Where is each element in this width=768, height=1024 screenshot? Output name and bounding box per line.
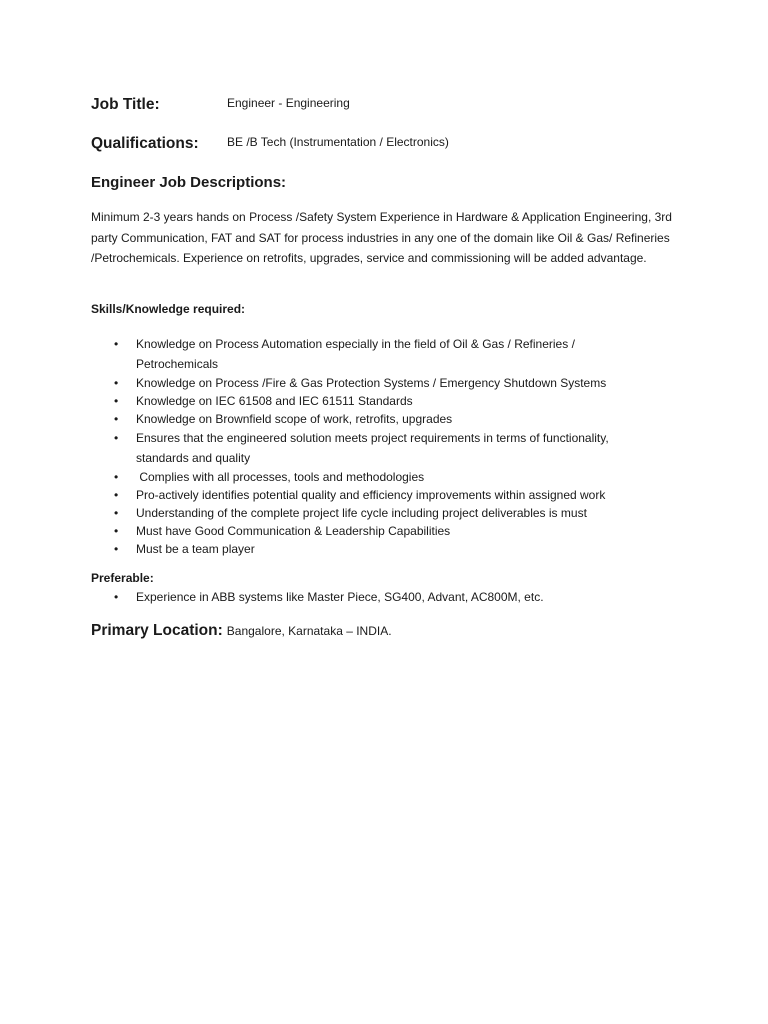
bullet-icon: •	[114, 412, 119, 426]
qualifications-row	[91, 135, 449, 153]
preferable-heading: Preferable:	[91, 571, 154, 585]
skill-text: Knowledge on Brownfield scope of work, retrofits, upgrades	[136, 412, 453, 426]
skill-text: Must be a team player	[136, 542, 255, 556]
skill-text: Knowledge on Process Automation especially in the field of Oil & Gas / Refineries / Petrochemicals	[136, 337, 575, 371]
preferable-list	[91, 588, 651, 606]
list-item	[91, 410, 651, 428]
primary-location-value: Bangalore, Karnataka – INDIA.	[226, 624, 392, 638]
bullet-icon: •	[114, 376, 119, 390]
bullet-icon: •	[114, 506, 119, 520]
bullet-icon: •	[114, 590, 119, 604]
list-item	[91, 588, 651, 606]
primary-location-row	[91, 622, 392, 640]
job-descriptions-heading: Engineer Job Descriptions:	[91, 174, 287, 191]
primary-location-label: Primary Location:	[91, 622, 223, 639]
skill-text: Ensures that the engineered solution meets project requirements in terms of functionality, standards and quality	[136, 431, 609, 465]
job-title-row	[91, 96, 350, 114]
bullet-icon: •	[114, 470, 119, 484]
skill-text: Knowledge on Process /Fire & Gas Protection Systems / Emergency Shutdown Systems	[136, 376, 607, 390]
list-item	[91, 392, 651, 410]
job-descriptions-paragraph: Minimum 2-3 years hands on Process /Safety System Experience in Hardware & Application Engineering, 3rd party Communication, FAT and SAT for process industries in any one of the domain like Oil & Gas/ Refineries /Petrochemicals. Experience on retrofits, upgrades, service and commissioning will be added advantage.	[91, 210, 672, 265]
list-item	[91, 486, 651, 504]
skill-text: Complies with all processes, tools and methodologies	[136, 470, 425, 484]
bullet-icon: •	[114, 542, 119, 556]
list-item	[91, 504, 651, 522]
bullet-icon: •	[114, 431, 119, 445]
job-title-value: Engineer - Engineering	[227, 96, 350, 110]
job-title-label: Job Title:	[91, 96, 160, 113]
list-item	[91, 468, 651, 486]
skill-text: Must have Good Communication & Leadership Capabilities	[136, 524, 451, 538]
skill-text: Pro-actively identifies potential quality and efficiency improvements within assigned work	[136, 488, 606, 502]
qualifications-label: Qualifications:	[91, 135, 199, 152]
skills-list	[91, 334, 651, 558]
list-item	[91, 540, 651, 558]
qualifications-value: BE /B Tech (Instrumentation / Electronics)	[227, 135, 449, 149]
preferable-text: Experience in ABB systems like Master Piece, SG400, Advant, AC800M, etc.	[136, 590, 544, 604]
list-item	[91, 374, 651, 392]
bullet-icon: •	[114, 337, 119, 351]
skill-text: Knowledge on IEC 61508 and IEC 61511 Standards	[136, 394, 413, 408]
bullet-icon: •	[114, 394, 119, 408]
skills-heading: Skills/Knowledge required:	[91, 302, 246, 316]
list-item	[91, 428, 651, 468]
bullet-icon: •	[114, 488, 119, 502]
list-item	[91, 334, 651, 374]
skill-text: Understanding of the complete project life cycle including project deliverables is must	[136, 506, 587, 520]
bullet-icon: •	[114, 524, 119, 538]
list-item	[91, 522, 651, 540]
